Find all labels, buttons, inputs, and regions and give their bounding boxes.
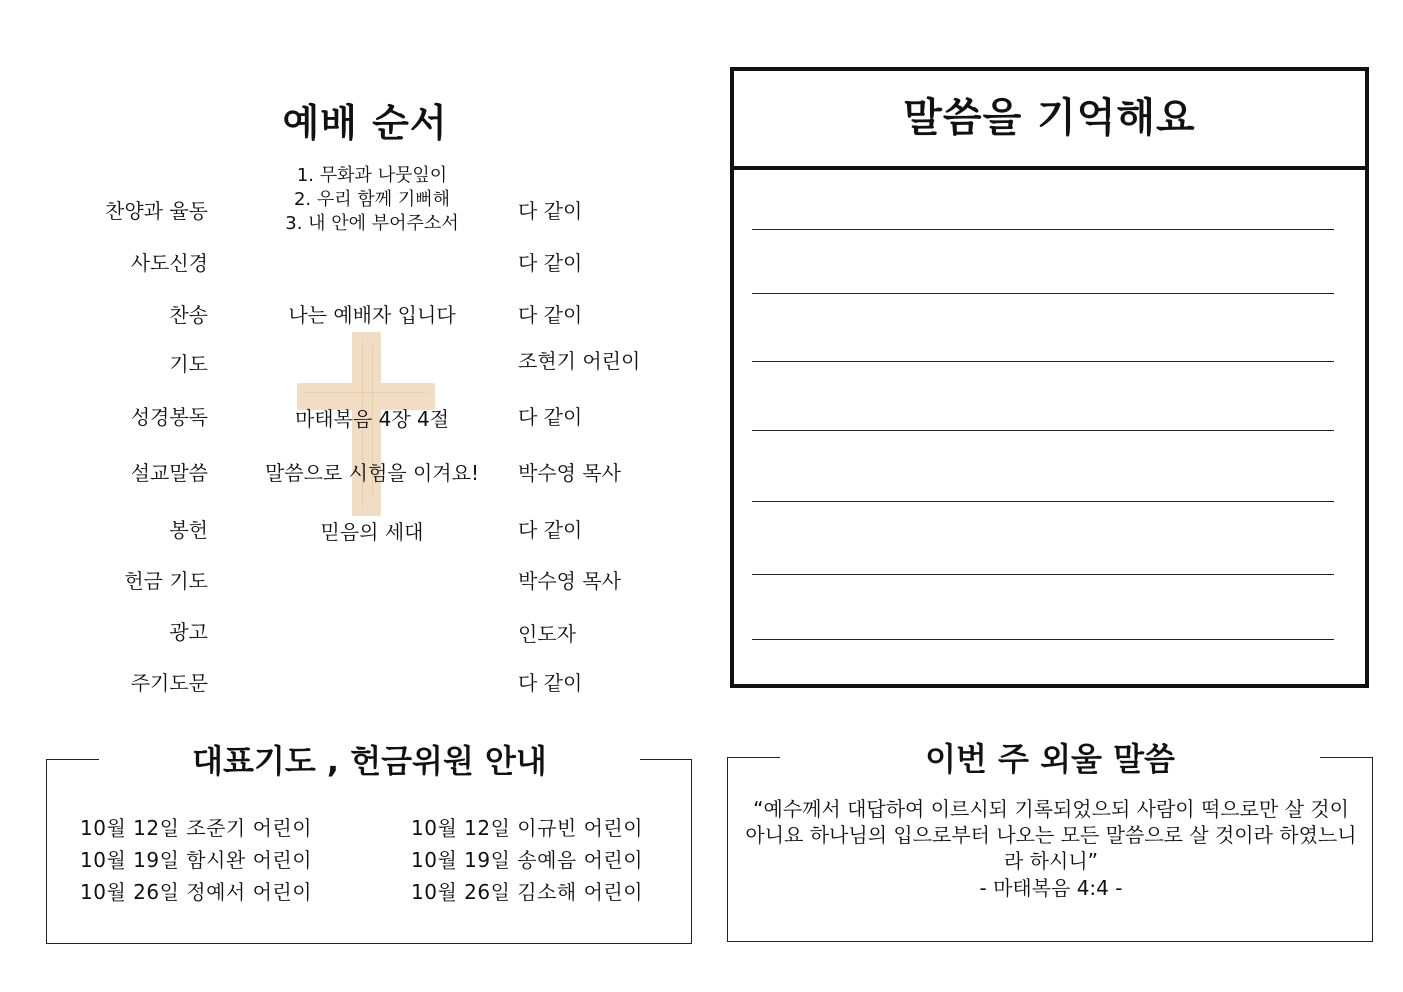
duty-title: 대표기도 , 헌금위원 안내: [192, 742, 547, 780]
writing-line: [752, 361, 1334, 362]
duty-item: 10월 19일 송예음 어린이: [411, 848, 644, 872]
order-person: 다 같이: [518, 251, 583, 275]
verse-text: “예수께서 대답하여 이르시되 기록되었으되 사람이 떡으로만 살 것이 아니요 하나님의 입으로부터 나오는 모든 말씀으로 살 것이라 하였느니라 하시니”: [745, 797, 1357, 873]
order-person: 다 같이: [518, 303, 583, 327]
writing-line: [752, 293, 1334, 294]
order-row: [0, 243, 700, 283]
duty-item: 10월 19일 함시완 어린이: [80, 848, 313, 872]
order-row: [0, 561, 700, 601]
memory-box: [730, 67, 1369, 688]
order-label: 광고: [169, 620, 208, 644]
order-person: 박수영 목사: [518, 569, 621, 593]
writing-line: [752, 229, 1334, 230]
order-row: [0, 397, 700, 437]
writing-line: [752, 430, 1334, 431]
order-row: [0, 295, 700, 335]
order-content: 마태복음 4장 4절: [294, 407, 450, 431]
writing-line: [752, 501, 1334, 502]
verse-reference: - 마태복음 4:4 -: [979, 876, 1123, 900]
order-row: [0, 663, 700, 703]
writing-line: [752, 639, 1334, 640]
writing-line: [752, 574, 1334, 575]
hymn-item: 1. 무화과 나뭇잎이: [296, 165, 448, 186]
duty-item: 10월 12일 이규빈 어린이: [411, 816, 644, 840]
hymn-item: 3. 내 안에 부어주소서: [285, 213, 459, 234]
order-person: 인도자: [518, 622, 576, 646]
duty-item: 10월 26일 정예서 어린이: [80, 880, 313, 904]
order-label: 헌금 기도: [124, 569, 208, 593]
order-label: 찬송: [169, 303, 208, 327]
order-row: [0, 510, 700, 550]
order-content: 나는 예배자 입니다: [288, 303, 456, 327]
order-person: 박수영 목사: [518, 461, 621, 485]
order-row: [0, 453, 700, 493]
order-label: 주기도문: [130, 671, 208, 695]
verse-title: 이번 주 외울 말씀: [925, 740, 1175, 778]
order-row: [0, 344, 700, 384]
order-title: 예배 순서: [282, 101, 448, 145]
order-label: 설교말씀: [130, 461, 208, 485]
order-content: 믿음의 세대: [320, 520, 424, 544]
duty-item: 10월 12일 조준기 어린이: [80, 816, 313, 840]
order-label: 기도: [169, 352, 208, 376]
hymn-item: 2. 우리 함께 기뻐해: [293, 189, 451, 210]
order-label: 사도신경: [130, 251, 208, 275]
duty-list-right: [411, 812, 643, 908]
order-person: 다 같이: [518, 518, 583, 542]
memory-title: 말씀을 기억해요: [734, 71, 1365, 170]
order-person: 조현기 어린이: [518, 349, 641, 373]
order-content: 말씀으로 시험을 이겨요!: [265, 461, 479, 485]
duty-item: 10월 26일 김소해 어린이: [411, 880, 644, 904]
order-person: 다 같이: [518, 405, 583, 429]
order-label: 봉헌: [169, 518, 208, 542]
order-person: 다 같이: [518, 671, 583, 695]
order-row: [0, 612, 700, 652]
order-label: 찬양과 율동: [105, 199, 208, 223]
order-label: 성경봉독: [130, 405, 208, 429]
duty-list-left: [80, 812, 312, 908]
order-row: [0, 191, 700, 231]
order-person: 다 같이: [518, 199, 583, 223]
